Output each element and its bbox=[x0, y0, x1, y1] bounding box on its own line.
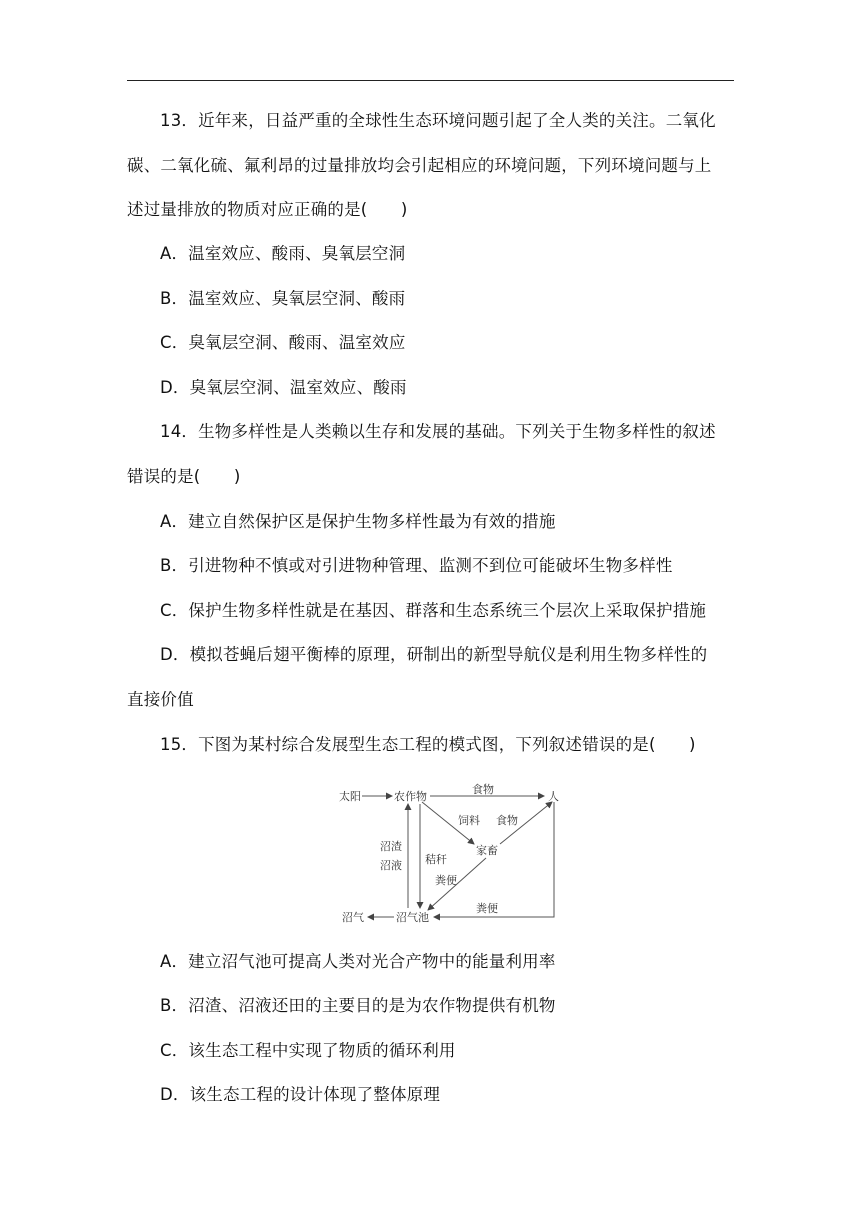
q14-option-d-continued: 直接价值 bbox=[127, 690, 194, 709]
arrow-human-digester bbox=[434, 802, 554, 917]
q14-stem-line2: 错误的是( ) bbox=[127, 467, 241, 486]
node-biogas: 沼气 bbox=[342, 911, 364, 924]
q14-option-a: A．建立自然保护区是保护生物多样性最为有效的措施 bbox=[160, 512, 556, 531]
q14-option-b: B．引进物种不慎或对引进物种管理、监测不到位可能破坏生物多样性 bbox=[160, 556, 673, 575]
label-liquid: 沼液 bbox=[380, 859, 402, 872]
q13-option-c: C．臭氧层空洞、酸雨、温室效应 bbox=[160, 333, 406, 352]
q15-stem: 15．下图为某村综合发展型生态工程的模式图，下列叙述错误的是( ) bbox=[160, 735, 696, 754]
q13-stem-line2: 碳、二氧化硫、氟利昂的过量排放均会引起相应的环境问题，下列环境问题与上 bbox=[127, 156, 712, 175]
q15-option-a: A．建立沼气池可提高人类对光合产物中的能量利用率 bbox=[160, 952, 556, 971]
label-feed: 饲料 bbox=[458, 814, 480, 827]
label-food-mid: 食物 bbox=[496, 814, 518, 827]
node-human: 人 bbox=[548, 790, 559, 803]
label-residue: 沼渣 bbox=[380, 840, 402, 853]
label-straw: 秸秆 bbox=[425, 853, 447, 866]
node-livestock: 家畜 bbox=[476, 844, 498, 857]
q14-stem-line1: 14．生物多样性是人类赖以生存和发展的基础。下列关于生物多样性的叙述 bbox=[160, 422, 716, 441]
q15-option-c: C．该生态工程中实现了物质的循环利用 bbox=[160, 1041, 456, 1060]
q13-stem-line3: 述过量排放的物质对应正确的是( ) bbox=[127, 200, 408, 219]
label-manure-right: 粪便 bbox=[476, 902, 498, 915]
q13-stem-line1: 13．近年来，日益严重的全球性生态环境问题引起了全人类的关注。二氧化 bbox=[160, 111, 716, 130]
label-manure-left: 粪便 bbox=[435, 874, 457, 887]
q13-option-a: A．温室效应、酸雨、臭氧层空洞 bbox=[160, 244, 406, 263]
q13-option-d: D．臭氧层空洞、温室效应、酸雨 bbox=[160, 378, 407, 397]
node-sun: 太阳 bbox=[339, 790, 361, 803]
node-digester: 沼气池 bbox=[396, 911, 429, 924]
header-rule bbox=[127, 80, 734, 81]
node-crops: 农作物 bbox=[394, 790, 427, 803]
q15-option-b: B．沼渣、沼液还田的主要目的是为农作物提供有机物 bbox=[160, 996, 556, 1015]
label-food-top: 食物 bbox=[472, 783, 494, 796]
q14-option-c: C．保护生物多样性就是在基因、群落和生态系统三个层次上采取保护措施 bbox=[160, 601, 707, 620]
q13-option-b: B．温室效应、臭氧层空洞、酸雨 bbox=[160, 289, 406, 308]
q15-option-d: D．该生态工程的设计体现了整体原理 bbox=[160, 1085, 441, 1104]
q14-option-d: D．模拟苍蝇后翅平衡棒的原理，研制出的新型导航仪是利用生物多样性的 bbox=[160, 645, 708, 664]
eco-engineering-diagram bbox=[330, 778, 570, 928]
